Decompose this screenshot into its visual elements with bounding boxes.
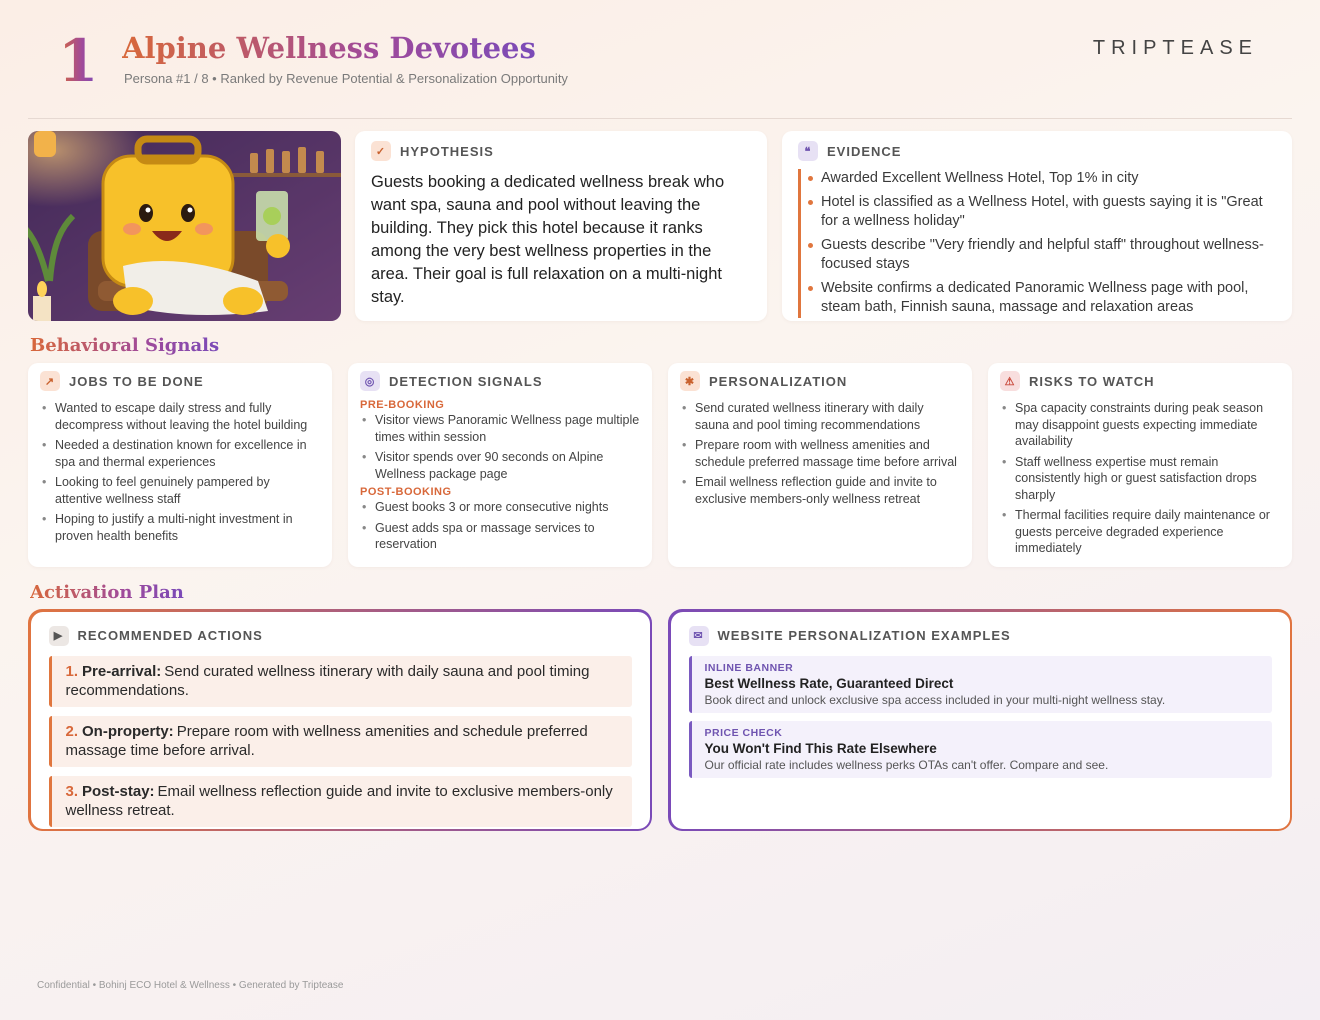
example-tag: INLINE BANNER	[704, 661, 794, 674]
list-item: • Send curated wellness itinerary with daily sauna and pool timing recommendations	[680, 400, 960, 433]
action-item	[49, 716, 632, 767]
page-header	[0, 0, 1320, 120]
post-booking-label: POST-BOOKING	[360, 486, 452, 498]
persona-rank: 1	[58, 27, 99, 95]
quote-icon: ❝	[798, 141, 818, 161]
list-item: Awarded Excellent Wellness Hotel, Top 1% in city	[821, 169, 1276, 189]
detection-card	[348, 363, 652, 567]
jobs-label: JOBS TO BE DONE	[69, 373, 204, 389]
sparkle-icon: ✱	[680, 371, 700, 391]
pre-booking-list	[360, 412, 640, 482]
action-text: Send curated wellness itinerary with daily sauna and pool timing recommendations.	[65, 662, 590, 699]
website-example	[689, 721, 1272, 778]
action-item	[49, 776, 632, 827]
list-item: • Prepare room with wellness amenities and schedule preferred massage time before arrival	[680, 437, 960, 470]
list-item: • Staff wellness expertise must remain consistently high or guest satisfaction drops sharply	[1000, 454, 1280, 504]
example-headline: You Won't Find This Rate Elsewhere	[704, 740, 937, 756]
example-body: Our official rate includes wellness perks OTAs can't offer. Compare and see.	[704, 757, 1109, 772]
brand-logo: TRIPTEASE	[1092, 37, 1258, 59]
personalization-label: PERSONALIZATION	[709, 373, 848, 389]
personalization-card	[668, 363, 972, 567]
action-number: 3.	[65, 782, 79, 800]
arrow-up-right-icon: ↗	[40, 371, 60, 391]
page-title: Alpine Wellness Devotees	[122, 31, 536, 65]
list-item: • Hoping to justify a multi-night investment in proven health benefits	[40, 511, 320, 544]
list-item: • Visitor spends over 90 seconds on Alpine Wellness package page	[360, 449, 640, 482]
hypothesis-text: Guests booking a dedicated wellness break who want spa, sauna and pool without leaving the building. They pick this hotel because it ranks among the very best wellness properties in the area. Their goal is full relaxation on a multi-night stay.	[371, 173, 725, 306]
list-item: • Needed a destination known for excellence in spa and thermal experiences	[40, 437, 320, 470]
pre-booking-label: PRE-BOOKING	[360, 399, 445, 411]
action-label: Post-stay:	[82, 782, 155, 800]
list-item: • Guest adds spa or massage services to reservation	[360, 520, 640, 553]
action-label: On-property:	[82, 722, 174, 740]
evidence-card	[782, 131, 1292, 321]
risks-label: RISKS TO WATCH	[1029, 373, 1155, 389]
evidence-list	[798, 169, 1276, 318]
action-text: Prepare room with wellness amenities and schedule preferred massage time before arrival.	[65, 722, 588, 759]
activation-plan-title: Activation Plan	[30, 582, 184, 603]
action-number: 2.	[65, 722, 79, 740]
actions-label: RECOMMENDED ACTIONS	[77, 628, 263, 643]
list-item: • Looking to feel genuinely pampered by attentive wellness staff	[40, 474, 320, 507]
list-item: • Thermal facilities require daily maintenance or guests perceive degraded experience immediately	[1000, 507, 1280, 557]
jobs-card	[28, 363, 332, 567]
evidence-label: EVIDENCE	[827, 143, 902, 159]
detection-label: DETECTION SIGNALS	[389, 373, 543, 389]
page-footer: Confidential • Bohinj ECO Hotel & Wellness • Generated by Triptease	[37, 980, 344, 991]
list-item: Hotel is classified as a Wellness Hotel, with guests saying it is "Great for a wellness holiday"	[821, 193, 1276, 232]
warning-icon: ⚠	[1000, 371, 1020, 391]
play-icon: ▶	[49, 626, 69, 646]
page-subtitle: Persona #1 / 8 • Ranked by Revenue Potential & Personalization Opportunity	[124, 71, 568, 86]
website-label: WEBSITE PERSONALIZATION EXAMPLES	[717, 628, 1011, 643]
list-item: • Visitor views Panoramic Wellness page multiple times within session	[360, 412, 640, 445]
target-icon: ◎	[360, 371, 380, 391]
website-examples-card	[668, 609, 1292, 831]
risks-card	[988, 363, 1292, 567]
personalization-list	[680, 400, 960, 507]
list-item: • Guest books 3 or more consecutive nights	[360, 499, 640, 516]
mail-icon: ✉	[689, 626, 709, 646]
jobs-list	[40, 400, 320, 544]
list-item: Website confirms a dedicated Panoramic Wellness page with pool, steam bath, Finnish sauna, massage and relaxation areas	[821, 279, 1276, 318]
list-item: • Spa capacity constraints during peak season may disappoint guests expecting immediate availability	[1000, 400, 1280, 450]
action-item	[49, 656, 632, 707]
hypothesis-label: HYPOTHESIS	[400, 143, 494, 159]
action-number: 1.	[65, 662, 79, 680]
action-label: Pre-arrival:	[82, 662, 162, 680]
header-divider	[28, 118, 1292, 119]
post-booking-list	[360, 499, 640, 553]
list-item: • Wanted to escape daily stress and fully decompress without leaving the hotel building	[40, 400, 320, 433]
list-item: Guests describe "Very friendly and helpful staff" throughout wellness-focused stays	[821, 236, 1276, 275]
recommended-actions-card	[28, 609, 652, 831]
behavioral-signals-title: Behavioral Signals	[30, 335, 220, 356]
risks-list	[1000, 400, 1280, 557]
action-text: Email wellness reflection guide and invite to exclusive members-only wellness retreat.	[65, 782, 613, 819]
list-item: • Email wellness reflection guide and invite to exclusive members-only wellness retreat	[680, 474, 960, 507]
example-tag: PRICE CHECK	[704, 726, 783, 739]
check-icon: ✓	[371, 141, 391, 161]
website-example	[689, 656, 1272, 713]
example-headline: Best Wellness Rate, Guaranteed Direct	[704, 675, 954, 691]
persona-illustration	[28, 131, 341, 321]
hypothesis-card	[355, 131, 767, 321]
example-body: Book direct and unlock exclusive spa access included in your multi-night wellness stay.	[704, 692, 1166, 707]
